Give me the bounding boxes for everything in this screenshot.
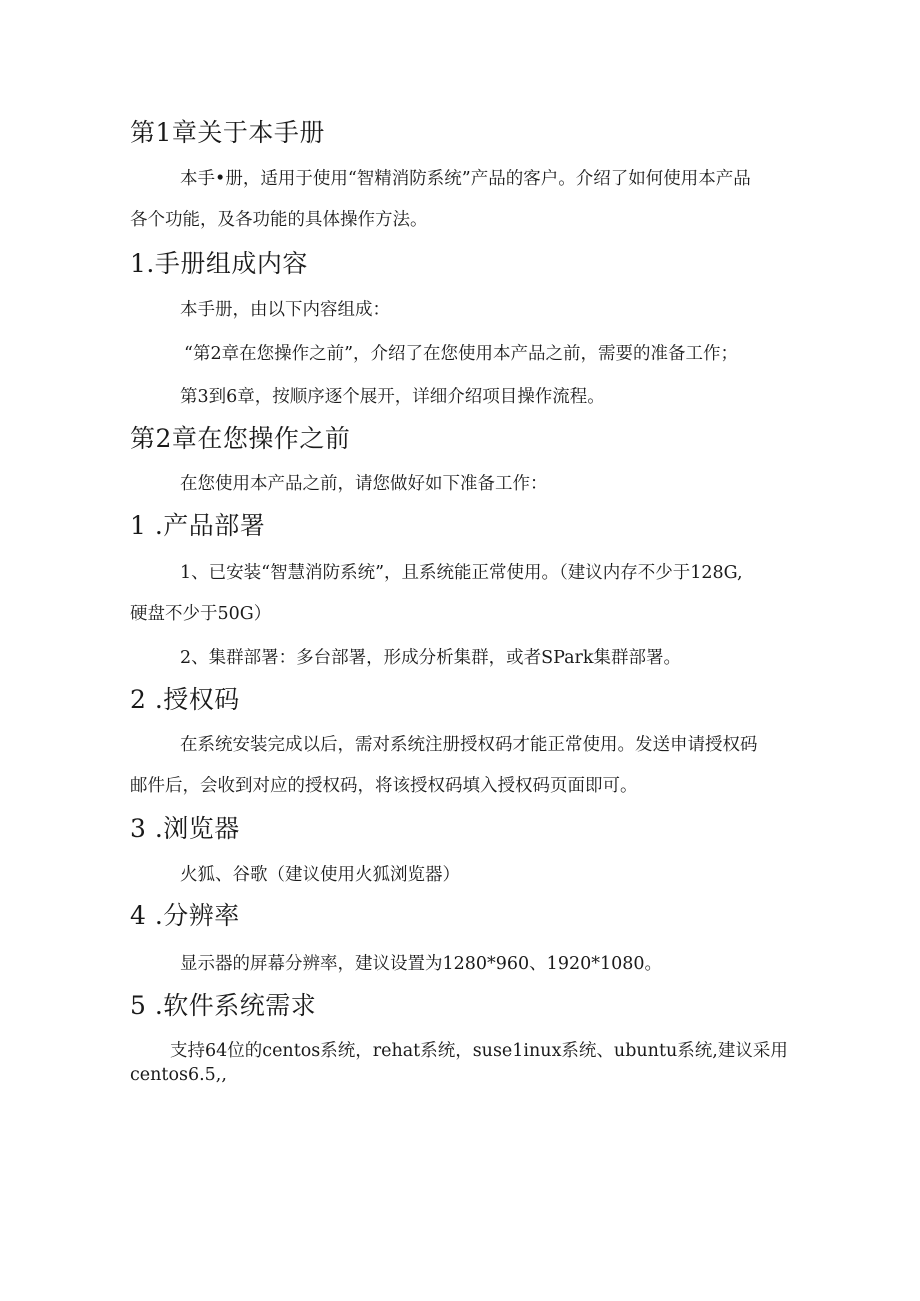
section-manual-contents-title: 1.手册组成内容 bbox=[130, 249, 308, 278]
section-software-title: 5 .软件系统需求 bbox=[130, 991, 317, 1020]
deployment-item1-line1: 1、已安装“智慧消防系统”，且系统能正常使用。（建议内存不少于128G, bbox=[180, 563, 743, 583]
section-manual-contents-line3: 第3到6章，按顺序逐个展开，详细介绍项目操作流程。 bbox=[180, 387, 605, 407]
chapter1-title: 第1章关于本手册 bbox=[130, 118, 325, 147]
deployment-item1-line2: 硬盘不少于50G） bbox=[130, 604, 272, 624]
chapter1-intro-line1: 本手•册，适用于使用“智精消防系统”产品的客户。介绍了如何使用本产品 bbox=[180, 169, 751, 189]
browser-line1: 火狐、谷歌（建议使用火狐浏览器） bbox=[180, 865, 460, 885]
section-manual-contents-line1: 本手册，由以下内容组成： bbox=[180, 300, 390, 320]
license-line1: 在系统安装完成以后，需对系统注册授权码才能正常使用。发送申请授权码 bbox=[180, 735, 758, 755]
chapter2-title: 第2章在您操作之前 bbox=[130, 424, 351, 453]
section-manual-contents-line2: “第2章在您操作之前”，介绍了在您使用本产品之前，需要的准备工作； bbox=[184, 344, 739, 364]
deployment-item2: 2、集群部署：多台部署，形成分析集群，或者SPark集群部署。 bbox=[180, 648, 682, 668]
license-line2: 邮件后，会收到对应的授权码，将该授权码填入授权码页面即可。 bbox=[130, 776, 638, 796]
chapter1-intro-line2: 各个功能，及各功能的具体操作方法。 bbox=[130, 210, 428, 230]
software-line2: centos6.5,, bbox=[130, 1065, 227, 1085]
section-deployment-title: 1 .产品部署 bbox=[130, 511, 266, 540]
section-browser-title: 3 .浏览器 bbox=[130, 814, 240, 843]
resolution-line1: 显示器的屏幕分辨率，建议设置为1280*960、1920*1080。 bbox=[180, 954, 663, 974]
section-license-title: 2 .授权码 bbox=[130, 685, 240, 714]
chapter2-intro: 在您使用本产品之前，请您做好如下准备工作： bbox=[180, 474, 548, 494]
software-line1: 支持64位的centos系统，rehat系统，suse1inux系统、ubuntu系统,建议采用 bbox=[170, 1041, 788, 1061]
section-resolution-title: 4 .分辨率 bbox=[130, 901, 240, 930]
